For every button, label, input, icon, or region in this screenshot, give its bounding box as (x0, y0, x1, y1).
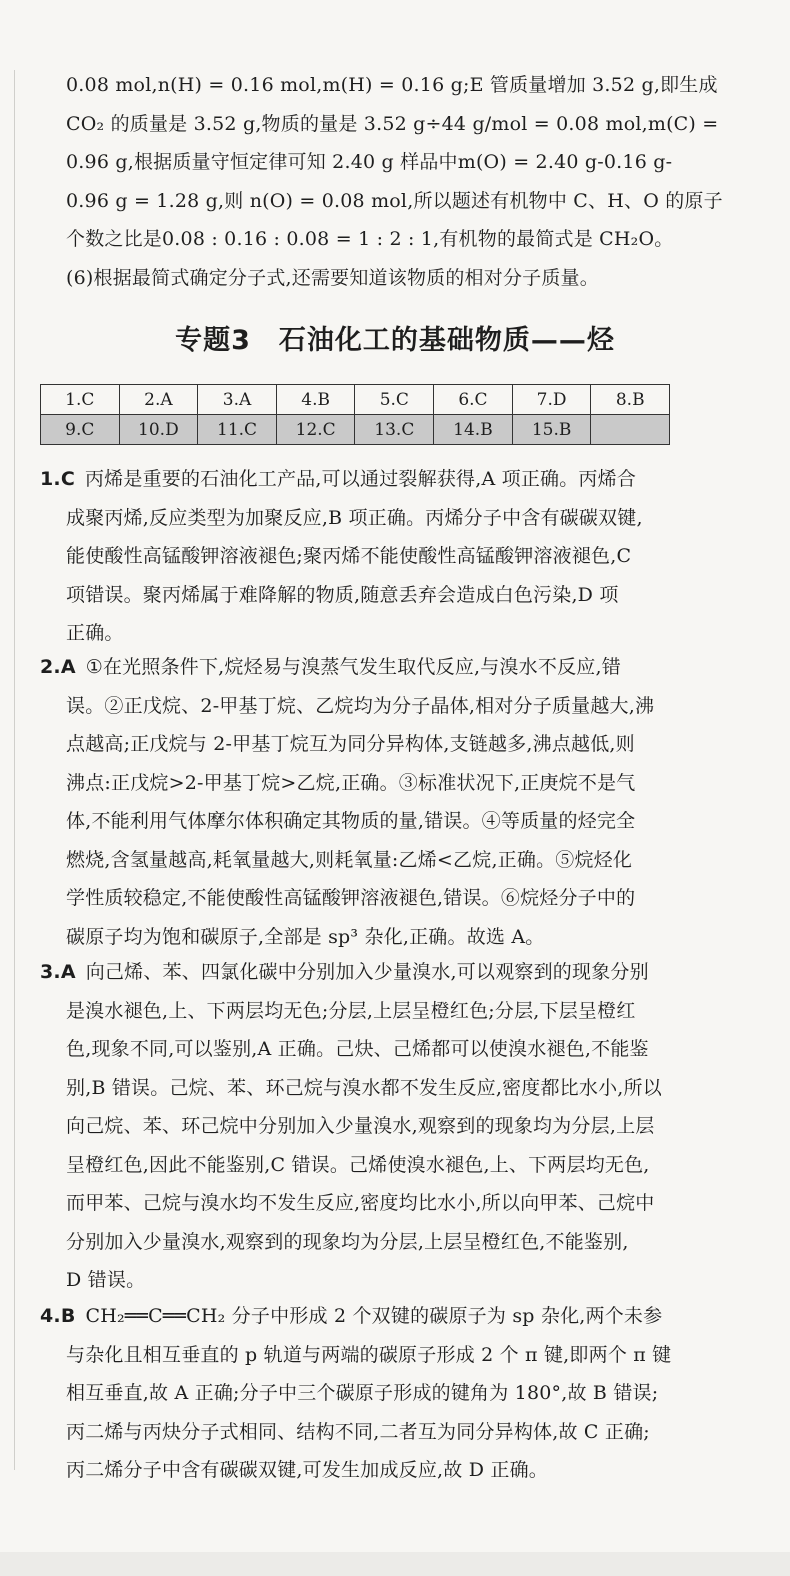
top-paragraph (66, 66, 723, 297)
text-line: (6)根据最简式确定分子式,还需要知道该物质的相对分子质量。 (66, 266, 599, 289)
text-line: CO₂ 的质量是 3.52 g,物质的量是 3.52 g÷44 g/mol = 0.08 mol,m(C) = (66, 112, 719, 135)
answer-cell: 1.C (41, 385, 120, 415)
text-line: 丙二烯与丙炔分子式相同、结构不同,二者互为同分异构体,故 C 正确; (66, 1420, 650, 1443)
answer-cell: 6.C (434, 385, 513, 415)
page-bottom-band (0, 1552, 790, 1576)
text-line: 0.96 g,根据质量守恒定律可知 2.40 g 样品中m(O) = 2.40 g-0.16 g- (66, 151, 673, 173)
answer-cell: 15.B (512, 415, 591, 445)
answer-cell: 7.D (512, 385, 591, 415)
text-line: 沸点:正戊烷>2-甲基丁烷>乙烷,正确。③标准状况下,正庚烷不是气 (66, 771, 636, 794)
text-line: 别,B 错误。己烷、苯、环己烷与溴水都不发生反应,密度都比水小,所以 (66, 1076, 662, 1099)
text-line: 体,不能利用气体摩尔体积确定其物质的量,错误。④等质量的烃完全 (66, 810, 636, 832)
text-line: 色,现象不同,可以鉴别,A 正确。己炔、己烯都可以使溴水褪色,不能鉴 (66, 1038, 649, 1060)
text-line: ①在光照条件下,烷烃易与溴蒸气发生取代反应,与溴水不反应,错 (85, 656, 621, 678)
text-line: 0.08 mol,n(H) = 0.16 mol,m(H) = 0.16 g;E 管质量增加 3.52 g,即生成 (66, 74, 718, 96)
text-line: 碳原子均为饱和碳原子,全部是 sp³ 杂化,正确。故选 A。 (66, 925, 545, 948)
text-line: 丙二烯分子中含有碳碳双键,可发生加成反应,故 D 正确。 (66, 1459, 548, 1481)
answer-cell: 3.A (198, 385, 277, 415)
answer-cell: 11.C (198, 415, 277, 445)
answer-cell: 4.B (276, 385, 355, 415)
text-line: 正确。 (66, 622, 124, 644)
question-4 (40, 1297, 672, 1490)
answer-cell: 9.C (41, 415, 120, 445)
text-line: 项错误。聚丙烯属于难降解的物质,随意丢弃会造成白色污染,D 项 (66, 583, 619, 606)
text-line: 点越高;正戊烷与 2-甲基丁烷互为同分异构体,支链越多,沸点越低,则 (66, 733, 635, 755)
text-line: 学性质较稳定,不能使酸性高锰酸钾溶液褪色,错误。⑥烷烃分子中的 (66, 887, 636, 909)
question-2 (40, 648, 672, 956)
answer-row (41, 415, 670, 445)
text-line: CH₂══C══CH₂ 分子中形成 2 个双键的碳原子为 sp 杂化,两个未参 (85, 1305, 663, 1327)
text-line: 向己烯、苯、四氯化碳中分别加入少量溴水,可以观察到的现象分别 (85, 961, 649, 983)
text-line: 误。②正戊烷、2-甲基丁烷、乙烷均为分子晶体,相对分子质量越大,沸 (66, 694, 655, 717)
answer-cell: 2.A (119, 385, 198, 415)
text-line: 丙烯是重要的石油化工产品,可以通过裂解获得,A 项正确。丙烯合 (84, 468, 637, 490)
text-line: 0.96 g = 1.28 g,则 n(O) = 0.08 mol,所以题述有机物中 C、H、O 的原子 (66, 189, 723, 212)
text-line: 能使酸性高锰酸钾溶液褪色;聚丙烯不能使酸性高锰酸钾溶液褪色,C (66, 545, 632, 567)
answer-row (41, 385, 670, 415)
answer-cell: 5.C (355, 385, 434, 415)
text-line: 向己烷、苯、环己烷中分别加入少量溴水,观察到的现象均为分层,上层 (66, 1115, 655, 1137)
question-number: 1.C (40, 468, 75, 490)
margin-rule (14, 70, 15, 1470)
text-line: D 错误。 (66, 1269, 146, 1291)
text-line: 个数之比是0.08 : 0.16 : 0.08 = 1 : 2 : 1,有机物的最简式是 CH₂O。 (66, 228, 674, 250)
answer-cell: 14.B (434, 415, 513, 445)
text-line: 燃烧,含氢量越高,耗氧量越大,则耗氧量:乙烯<乙烷,正确。⑤烷烃化 (66, 848, 633, 871)
question-1 (40, 460, 672, 653)
text-line: 呈橙红色,因此不能鉴别,C 错误。己烯使溴水褪色,上、下两层均无色, (66, 1153, 650, 1176)
question-3 (40, 953, 672, 1300)
text-line: 成聚丙烯,反应类型为加聚反应,B 项正确。丙烯分子中含有碳碳双键, (66, 506, 643, 529)
answer-table (40, 384, 670, 445)
text-line: 而甲苯、己烷与溴水均不发生反应,密度均比水小,所以向甲苯、己烷中 (66, 1192, 655, 1214)
text-line: 相互垂直,故 A 正确;分子中三个碳原子形成的键角为 180°,故 B 错误; (66, 1382, 659, 1404)
answer-cell: 12.C (276, 415, 355, 445)
question-number: 3.A (40, 961, 76, 983)
answer-cell: 8.B (591, 385, 670, 415)
question-number: 4.B (40, 1305, 76, 1327)
answer-cell (591, 415, 670, 445)
answer-cell: 10.D (119, 415, 198, 445)
text-line: 与杂化且相互垂直的 p 轨道与两端的碳原子形成 2 个 π 键,即两个 π 键 (66, 1343, 672, 1366)
section-title: 专题3 石油化工的基础物质——烃 (175, 325, 615, 356)
text-line: 是溴水褪色,上、下两层均无色;分层,上层呈橙红色;分层,下层呈橙红 (66, 999, 636, 1022)
answer-cell: 13.C (355, 415, 434, 445)
question-number: 2.A (40, 656, 76, 678)
text-line: 分别加入少量溴水,观察到的现象均为分层,上层呈橙红色,不能鉴别, (66, 1230, 629, 1253)
